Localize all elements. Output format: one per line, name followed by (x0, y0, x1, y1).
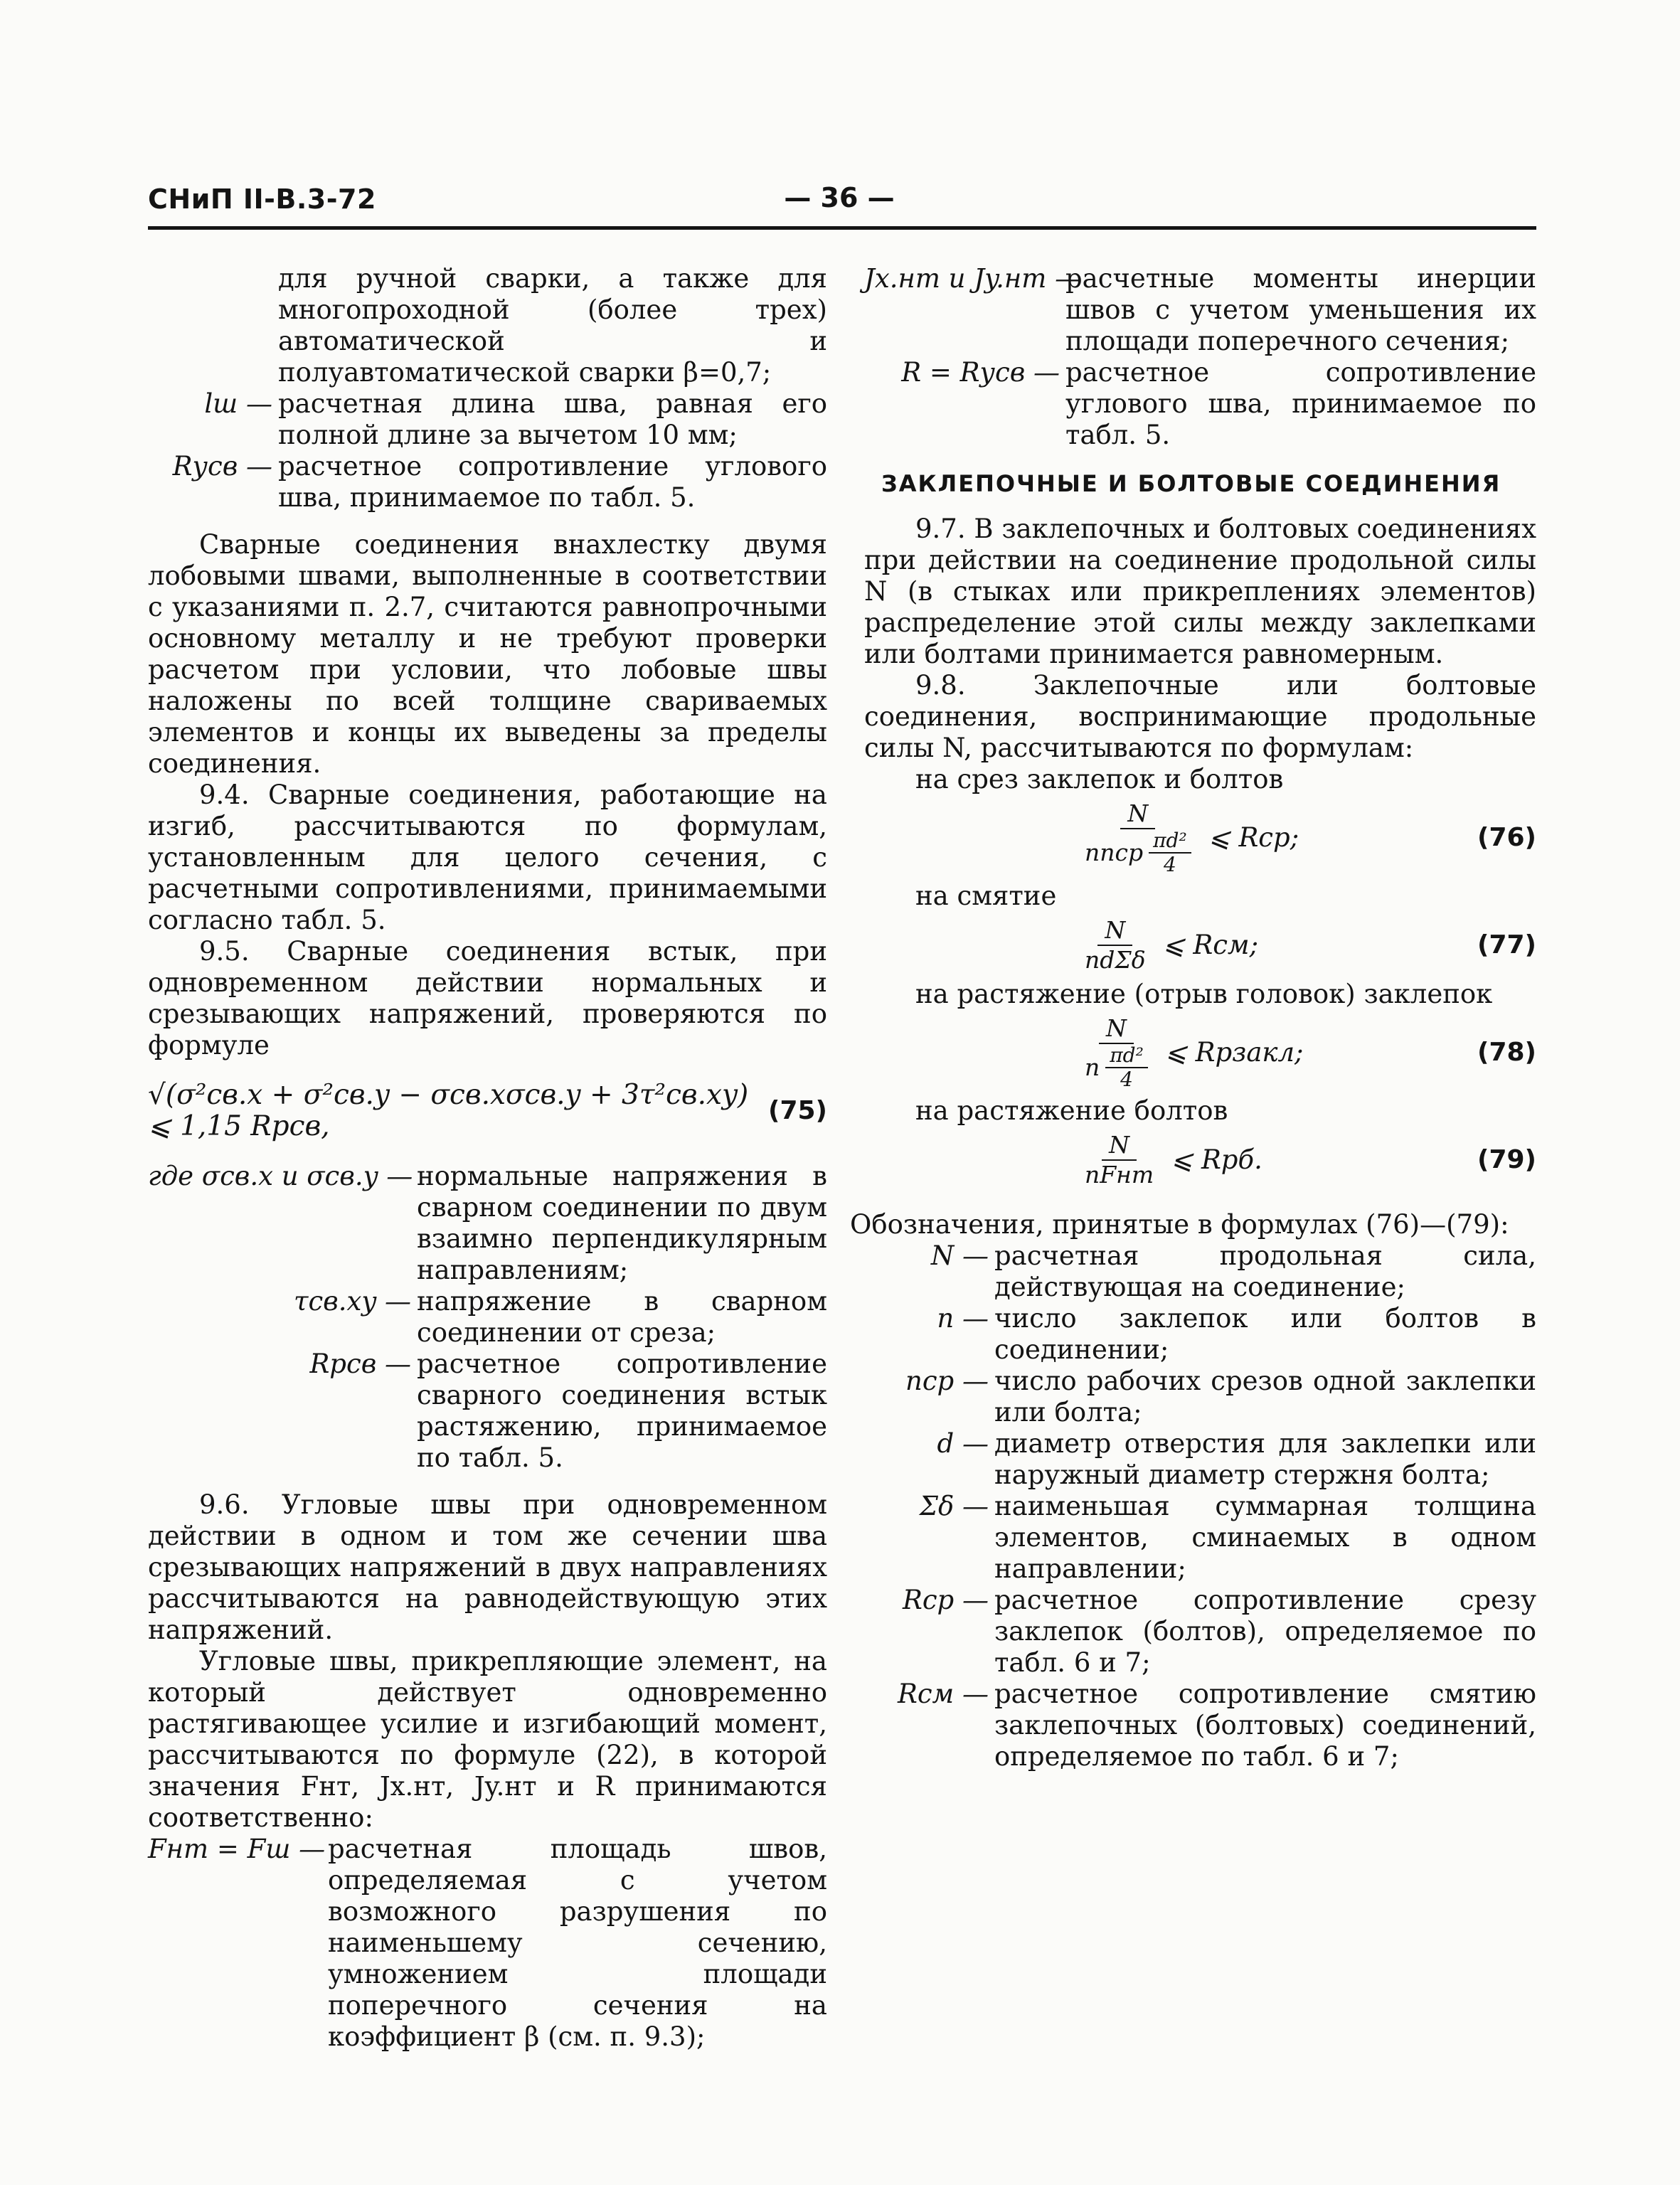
definition-text: наименьшая суммарная толщина элементов, сминаемых в одном направлении; (994, 1491, 1536, 1584)
formula-78-numerator: N (1099, 1014, 1134, 1044)
formula-76-label: на срез заклепок и болтов (915, 764, 1284, 794)
formula-76-inner-numerator: πd² (1149, 829, 1191, 854)
definitions-weld-length (148, 388, 827, 514)
definitions-rivets (864, 1240, 1536, 1772)
definition-term: N — (930, 1240, 989, 1271)
document-code: СНиП II-В.3-72 (148, 184, 376, 215)
page-number: — 36 — (784, 182, 895, 213)
formula-77-rhs: ⩽ Rсм; (1162, 930, 1259, 960)
formula-78-rhs: ⩽ Rрзакл; (1164, 1037, 1304, 1068)
definitions-butt-stresses (148, 1161, 827, 1474)
formula-78-inner-denominator: 4 (1120, 1068, 1133, 1091)
header-rule (148, 226, 1536, 230)
formula-76-denominator: nnср (1085, 839, 1144, 866)
formula-77 (864, 916, 1536, 974)
definition-term: τсв.xy — (293, 1286, 411, 1317)
definitions-inertia (864, 263, 1536, 451)
paragraph-9-8: 9.8. Заклепочные или болтовые соединения, воспринимающие продольные силы N, рассчитываются по формулам: (864, 670, 1536, 763)
formula-75-expression: √(σ²св.x + σ²св.y − σсв.xσсв.y + 3τ²св.xy) ⩽ 1,15 Rрсв, (148, 1079, 749, 1142)
formula-79-label: на растяжение болтов (915, 1095, 1228, 1126)
section-heading: ЗАКЛЕПОЧНЫЕ И БОЛТОВЫЕ СОЕДИНЕНИЯ (881, 470, 1501, 497)
definition-text: расчетная длина шва, равная его полной длине за вычетом 10 мм; (278, 388, 827, 450)
definition-term: где σсв.x и σсв.y — (148, 1161, 413, 1191)
definition-text: расчетная площадь швов, определяемая с учетом возможного разрушения по наименьшему сечению, умножением площади поперечного сечения на коэффициент β (см. п. 9.3); (328, 1834, 827, 2052)
definition-term: Rрсв — (309, 1349, 411, 1379)
paragraph-lap-joints: Сварные соединения внахлестку двумя лобовыми швами, выполненные в соответствии с указаниями п. 2.7, считаются равнопрочными основному металлу и не требуют проверки расчетом при условии, что лобовые швы наложены по всей толщине свариваемых элементов и концы их выведены за пределы соединения. (148, 529, 827, 779)
definition-text: напряжение в сварном соединении от среза; (417, 1286, 827, 1348)
definition-text: расчетное сопротивление смятию заклепочных (болтовых) соединений, определяемое по табл. 6 и 7; (994, 1679, 1536, 1772)
formula-77-number: (77) (1477, 930, 1536, 959)
definition-text: число рабочих срезов одной заклепки или болта; (994, 1366, 1536, 1428)
formula-78-label: на растяжение (отрыв головок) заклепок (915, 979, 1493, 1009)
definition-text: расчетное сопротивление сварного соединения встык растяжению, принимаемое по табл. 5. (417, 1349, 827, 1473)
definition-term: Rср — (902, 1585, 989, 1615)
formula-78 (864, 1014, 1536, 1091)
definition-term: R = Rусв — (901, 357, 1060, 388)
formula-78-inner-numerator: πd² (1105, 1044, 1148, 1068)
paragraph-9-6: 9.6. Угловые швы при одновременном действии в одном и том же сечении шва срезывающих напряжений в двух направлениях рассчитываются на равнодействующую этих напряжений. (148, 1489, 827, 1645)
definition-text: расчетное сопротивление углового шва, принимаемое по табл. 5. (1065, 357, 1536, 450)
definition-term: d — (937, 1428, 989, 1459)
formula-77-numerator: N (1097, 916, 1132, 946)
formula-79-denominator: nFнт (1085, 1161, 1154, 1189)
definition-text: диаметр отверстия для заклепки или наружный диаметр стержня болта; (994, 1428, 1536, 1490)
formula-76-number: (76) (1477, 823, 1536, 852)
left-column (148, 263, 827, 2053)
formula-79 (864, 1131, 1536, 1189)
definition-term: Rсм — (897, 1679, 989, 1709)
definition-text: расчетное сопротивление срезу заклепок (болтов), определяемое по табл. 6 и 7; (994, 1585, 1536, 1678)
paragraph-angle-welds: Угловые швы, прикрепляющие элемент, на который действует одновременно растягивающее усилие и изгибающий момент, рассчитываются по формуле (22), в которой значения Fнт, Jx.нт, Jy.нт и R принимаются соответственно: (148, 1646, 827, 1833)
definition-term: nср — (905, 1366, 989, 1396)
paragraph-9-5: 9.5. Сварные соединения встык, при одновременном действии нормальных и срезывающих напряжений, проверяются по формуле (148, 936, 827, 1060)
formula-79-rhs: ⩽ Rрб. (1171, 1144, 1262, 1175)
notation-intro: Обозначения, принятые в формулах (76)—(79): (850, 1209, 1509, 1240)
formula-76-inner-denominator: 4 (1163, 853, 1176, 876)
definition-term: Σδ — (919, 1491, 989, 1521)
continuation-paragraph: для ручной сварки, а также для многопроходной (более трех) автоматической и полуавтоматической сварки β=0,7; (278, 263, 827, 388)
definition-term: lш — (204, 388, 272, 419)
definition-text: число заклепок или болтов в соединении; (994, 1303, 1536, 1365)
formula-78-denominator: n (1085, 1053, 1100, 1081)
formula-77-denominator: ndΣδ (1085, 946, 1146, 974)
right-column (850, 263, 1536, 1772)
definition-text: расчетное сопротивление углового шва, принимаемое по табл. 5. (278, 451, 827, 513)
definition-term: n — (937, 1303, 989, 1334)
formula-75-number: (75) (767, 1096, 827, 1125)
definition-text: расчетные моменты инерции швов с учетом уменьшения их площади поперечного сечения; (1065, 263, 1536, 356)
definition-term: Jx.нт и Jy.нт — (864, 263, 1082, 294)
paragraph-9-4: 9.4. Сварные соединения, работающие на изгиб, рассчитываются по формулам, установленным для целого сечения, с расчетными сопротивлениями, принимаемыми согласно табл. 5. (148, 780, 827, 935)
definitions-weld-area (148, 1834, 827, 2053)
formula-76-rhs: ⩽ Rср; (1208, 822, 1299, 853)
formula-78-number: (78) (1477, 1038, 1536, 1067)
definition-text: расчетная продольная сила, действующая на соединение; (994, 1240, 1536, 1302)
formula-77-label: на смятие (915, 881, 1057, 911)
definition-term: Rусв — (172, 451, 272, 482)
formula-76 (864, 799, 1536, 876)
definition-text: нормальные напряжения в сварном соединении по двум взаимно перпендикулярным направлениям; (417, 1161, 827, 1285)
paragraph-9-7: 9.7. В заклепочных и болтовых соединениях при действии на соединение продольной силы N (в стыках или прикреплениях элементов) распределение этой силы между заклепками или болтами принимается равномерным. (864, 514, 1536, 669)
formula-79-numerator: N (1102, 1131, 1137, 1161)
formula-76-numerator: N (1120, 799, 1155, 829)
definition-term: Fнт = Fш — (148, 1834, 326, 1864)
formula-75 (148, 1080, 827, 1142)
formula-79-number: (79) (1477, 1145, 1536, 1174)
